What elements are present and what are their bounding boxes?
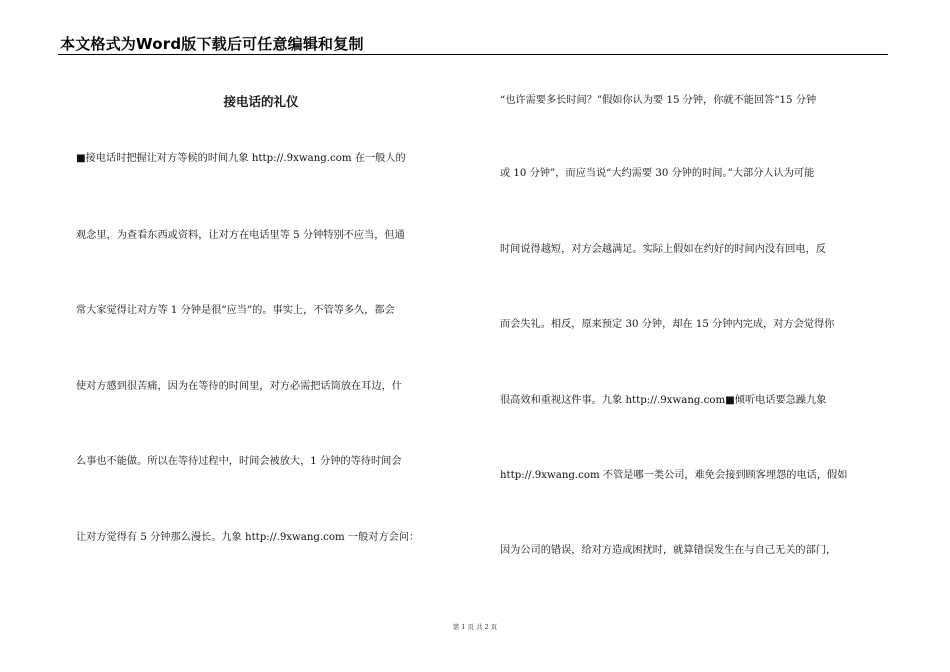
right-paragraph-line: http://.9xwang.com 不管是哪一类公司，难免会接到顾客埋怨的电话，假如 [500, 470, 848, 481]
right-paragraph-line: 时间说得越短，对方会越满足。实际上假如在约好的时间内没有回电，反 [500, 244, 826, 255]
header-banner: 本文格式为Word版下载后可任意编辑和复制 [60, 35, 364, 53]
right-paragraph-line: 因为公司的错误，给对方造成困扰时，就算错误发生在与自己无关的部门， [500, 545, 837, 556]
document-title: 接电话的礼仪 [223, 94, 299, 109]
left-paragraph-line: 让对方觉得有 5 分钟那么漫长。九象 http://.9xwang.com 一般对方会问： [76, 532, 420, 543]
right-paragraph-line: “也许需要多长时间？”假如你认为要 15 分钟，你就不能回答“15 分钟 [500, 95, 817, 106]
right-paragraph-line: 而会失礼。相反，原来预定 30 分钟，却在 15 分钟内完成，对方会觉得你 [500, 319, 835, 330]
left-paragraph-line: 使对方感到很苦痛，因为在等待的时间里，对方必需把话筒放在耳边，什 [76, 381, 402, 392]
left-paragraph-line: ■接电话时把握让对方等候的时间九象 http://.9xwang.com 在一般人的 [76, 153, 406, 164]
left-paragraph-line: 么事也不能做。所以在等待过程中，时间会被放大，1 分钟的等待时间会 [76, 456, 402, 467]
right-paragraph-line: 很高效和重视这件事。九象 http://.9xwang.com■倾听电话要急躁九象 [500, 395, 827, 406]
header-divider [58, 54, 888, 55]
left-paragraph-line: 观念里，为查看东西或资料，让对方在电话里等 5 分钟特别不应当，但通 [76, 230, 405, 241]
page-indicator: 第 1 页 共 2 页 [452, 623, 498, 631]
right-paragraph-line: 或 10 分钟”，而应当说“大约需要 30 分钟的时间。”大部分人认为可能 [500, 168, 815, 179]
left-paragraph-line: 常大家觉得让对方等 1 分钟是很“应当”的。事实上，不管等多久，都会 [76, 305, 395, 316]
